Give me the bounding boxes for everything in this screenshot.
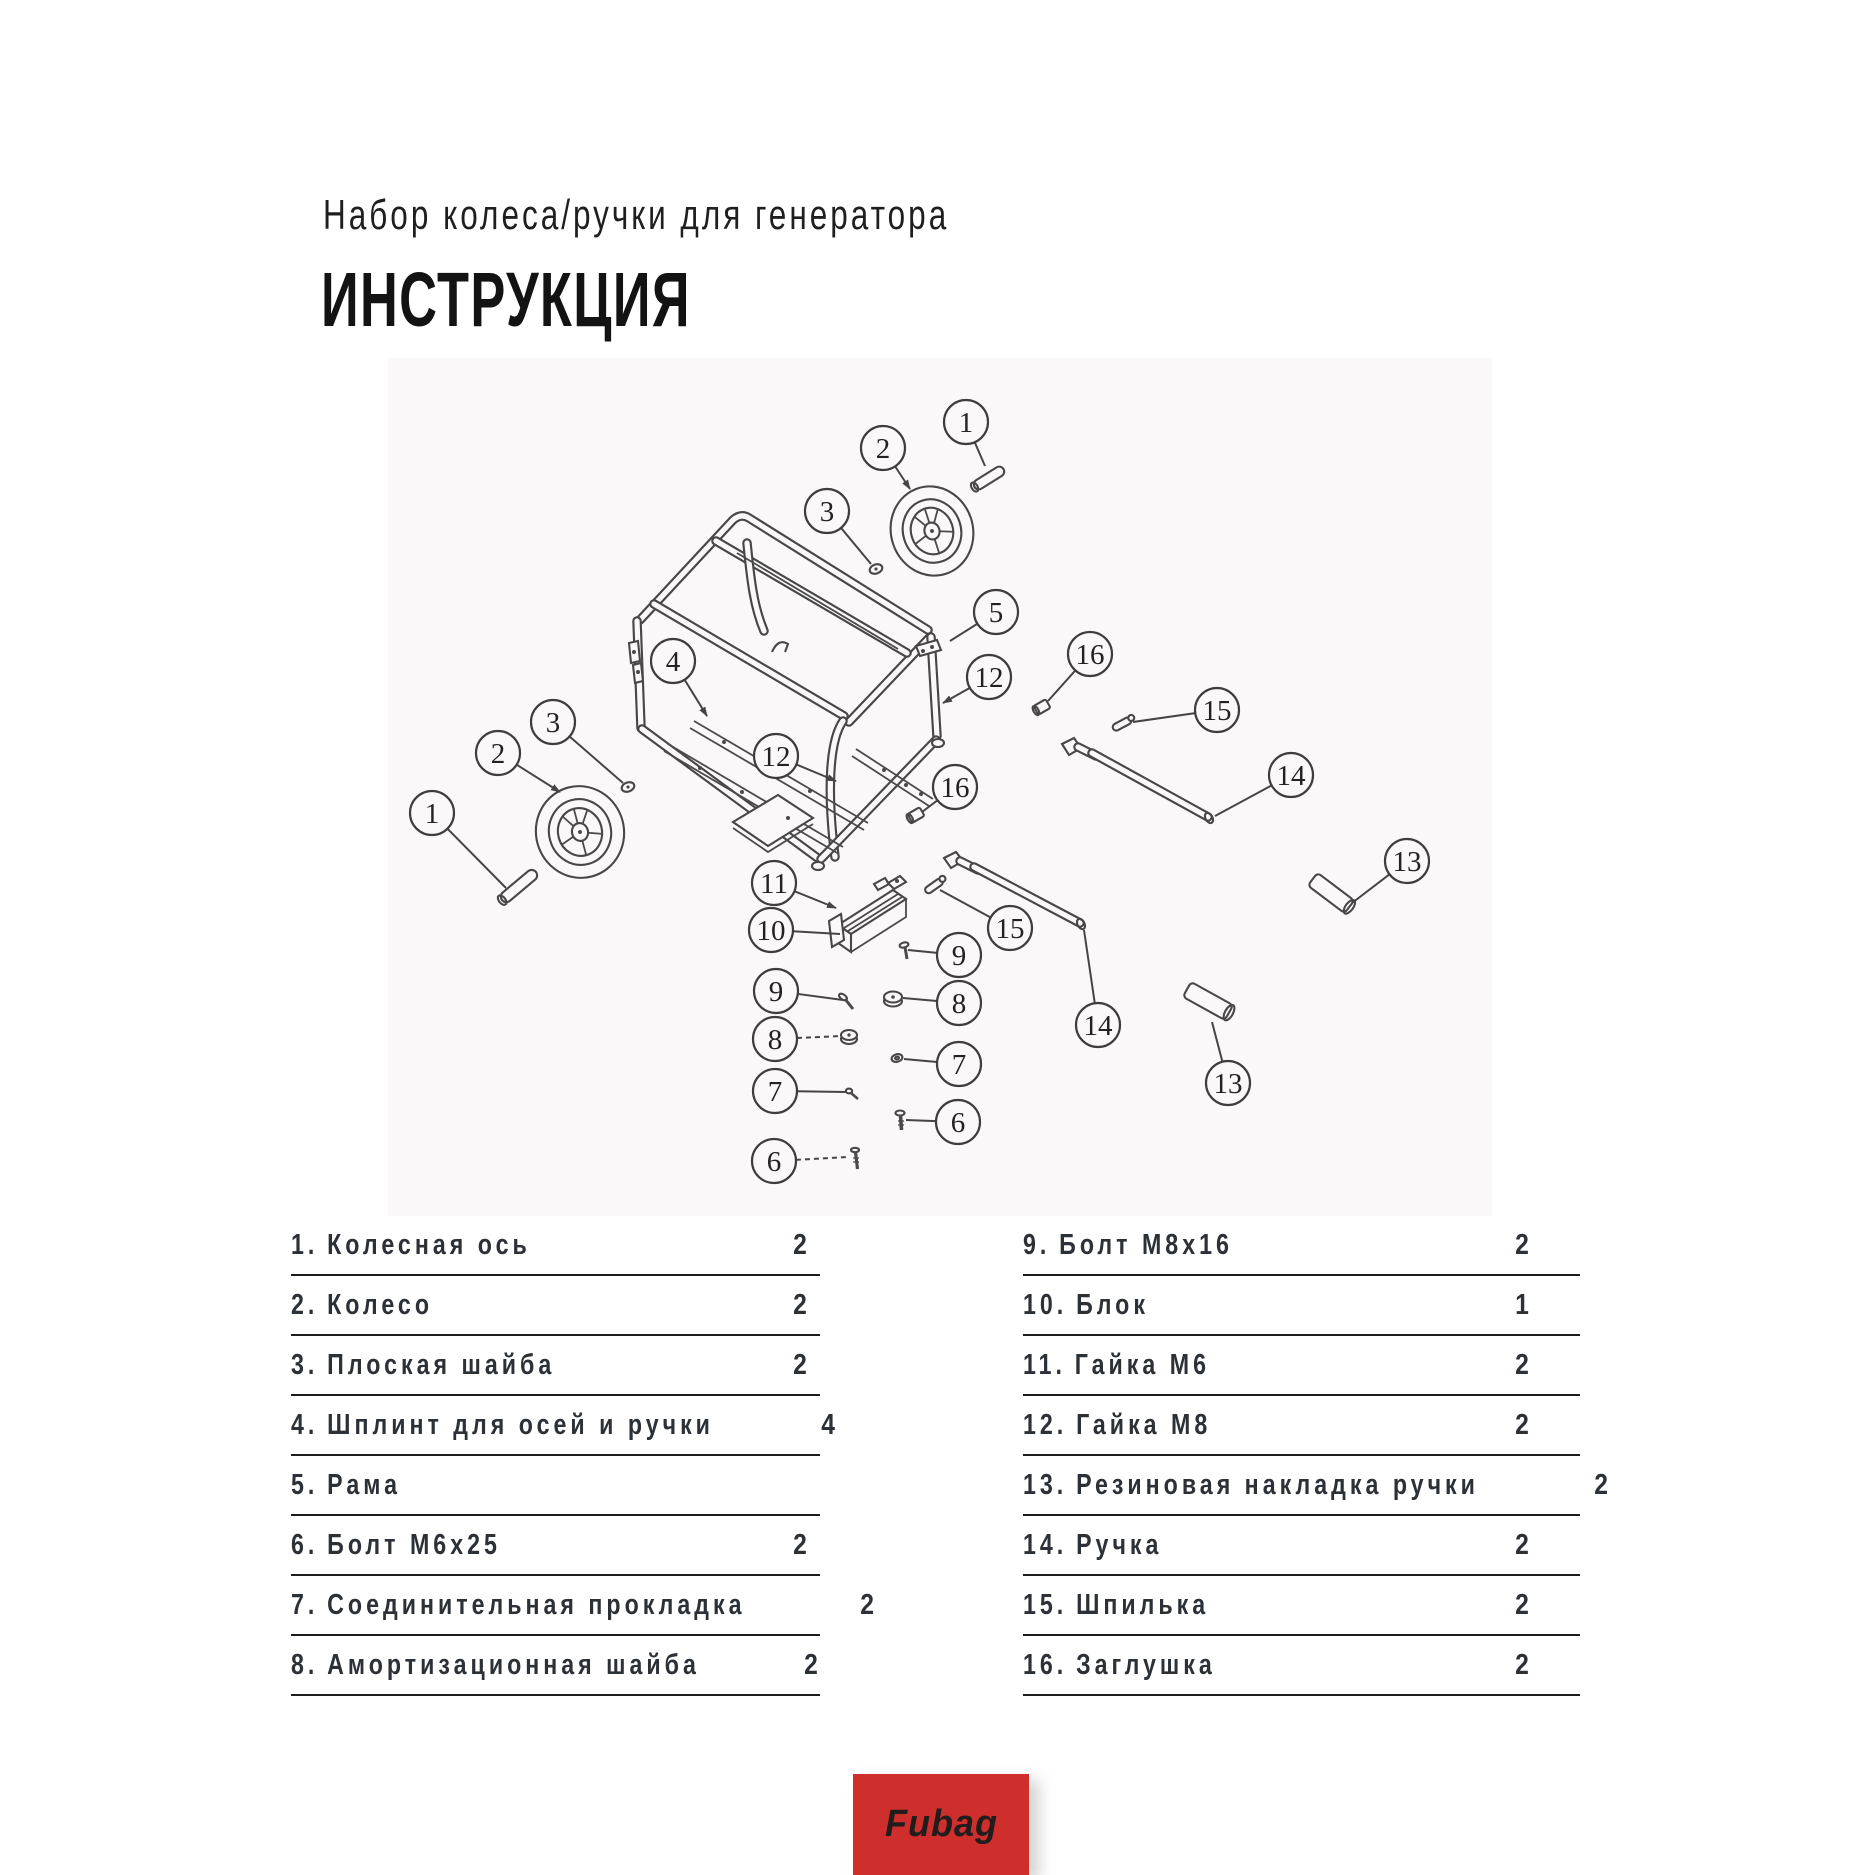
part-number: 3. [291,1348,319,1381]
part-name: Шплинт для осей и ручки [327,1408,714,1441]
callout-number: 16 [940,772,970,804]
table-row [291,1216,820,1276]
callout-number: 12 [761,741,791,773]
part-qty: 2 [793,1288,807,1321]
callout-number: 3 [819,496,835,528]
part-qty: 2 [793,1528,807,1561]
callout-leader-line [797,1091,846,1092]
part-qty: 2 [804,1648,818,1681]
brand-logo [853,1774,1029,1875]
table-row [291,1636,820,1696]
table-row [291,1336,820,1396]
callout-number: 2 [490,738,506,770]
callout-number: 16 [1075,639,1105,671]
table-row [1023,1636,1580,1696]
part-number: 13. [1023,1468,1068,1501]
callout-number: 6 [766,1146,782,1178]
part-qty: 2 [793,1228,807,1261]
part-qty: 4 [820,1408,835,1441]
part-qty: 2 [1515,1528,1529,1561]
table-row [291,1396,835,1456]
brand-logo-text: Fubag [884,1803,998,1845]
callout-number: 8 [951,988,967,1020]
part-name: Болт М8х16 [1059,1228,1233,1261]
part-number: 16. [1023,1648,1068,1681]
part-qty: 1 [1515,1288,1529,1321]
callout-number: 7 [767,1076,783,1108]
callout-number: 5 [988,597,1004,629]
callout-number: 1 [424,798,440,830]
callout-number: 9 [768,976,784,1008]
parts-table-left [291,1216,875,1696]
table-row [1023,1516,1580,1576]
part-name: Гайка М6 [1074,1348,1210,1381]
part-number: 7. [291,1588,319,1621]
callout-number: 15 [1202,695,1232,727]
part-number: 6. [291,1528,319,1561]
part-number: 11. [1023,1348,1066,1381]
part-name: Колесная ось [327,1228,531,1261]
part-name: Колесо [327,1288,434,1321]
table-row [1023,1576,1580,1636]
part-qty: 2 [1594,1468,1608,1501]
part-number: 12. [1023,1408,1068,1441]
callout-leader-line [906,1120,936,1121]
callout-number: 8 [767,1024,783,1056]
part-qty: 2 [1515,1228,1529,1261]
part-name: Амортизационная шайба [327,1648,700,1681]
part-qty: 2 [1515,1408,1529,1441]
table-row [291,1576,875,1636]
part-name: Ручка [1076,1528,1163,1561]
table-row [1023,1336,1580,1396]
page-title: Набор колеса/ручки для генератора [323,191,950,238]
part-name: Рама [327,1468,401,1501]
callout-number: 10 [756,915,786,947]
part-number: 4. [291,1408,319,1441]
part-qty: 2 [1515,1648,1529,1681]
callout-number: 6 [950,1107,966,1139]
callout-number: 15 [995,913,1025,945]
part-number: 9. [1023,1228,1051,1261]
parts-table-right [1023,1216,1608,1696]
callout-number: 2 [875,433,891,465]
part-number: 8. [291,1648,319,1681]
part-number: 1. [291,1228,319,1261]
callout-number: 13 [1392,846,1422,878]
callout-number: 13 [1213,1068,1243,1100]
part-name: Резиновая накладка ручки [1076,1468,1479,1501]
part-number: 5. [291,1468,319,1501]
table-row [1023,1276,1580,1336]
table-row [1023,1216,1580,1276]
callout-number: 14 [1083,1010,1113,1042]
part-name: Блок [1076,1288,1149,1321]
part-qty: 2 [793,1348,807,1381]
table-row [291,1456,820,1516]
part-qty: 2 [860,1588,875,1621]
part-number: 15. [1023,1588,1068,1621]
callout-number: 4 [665,646,681,678]
damper-washer-right [884,992,902,1007]
callout-number: 7 [951,1049,967,1081]
callout-number: 3 [545,707,561,739]
callout-number: 14 [1276,760,1306,792]
part-name: Болт М6х25 [327,1528,501,1561]
table-row [1023,1456,1608,1516]
damper-washer-left [841,1030,857,1044]
part-qty: 2 [1515,1588,1529,1621]
part-number: 14. [1023,1528,1068,1561]
part-name: Шпилька [1076,1588,1210,1621]
part-qty: 2 [1515,1348,1529,1381]
table-row [1023,1396,1580,1456]
page-subtitle: ИНСТРУКЦИЯ [321,257,691,343]
part-name: Заглушка [1076,1648,1216,1681]
part-name: Плоская шайба [327,1348,556,1381]
table-row [291,1276,820,1336]
part-number: 2. [291,1288,319,1321]
part-name: Гайка М8 [1076,1408,1212,1441]
callout-number: 9 [951,940,967,972]
callout-number: 1 [958,407,974,439]
callout-number: 12 [974,662,1004,694]
table-row [291,1516,820,1576]
part-name: Соединительная прокладка [327,1588,746,1621]
part-number: 10. [1023,1288,1068,1321]
callout-number: 11 [760,868,788,900]
